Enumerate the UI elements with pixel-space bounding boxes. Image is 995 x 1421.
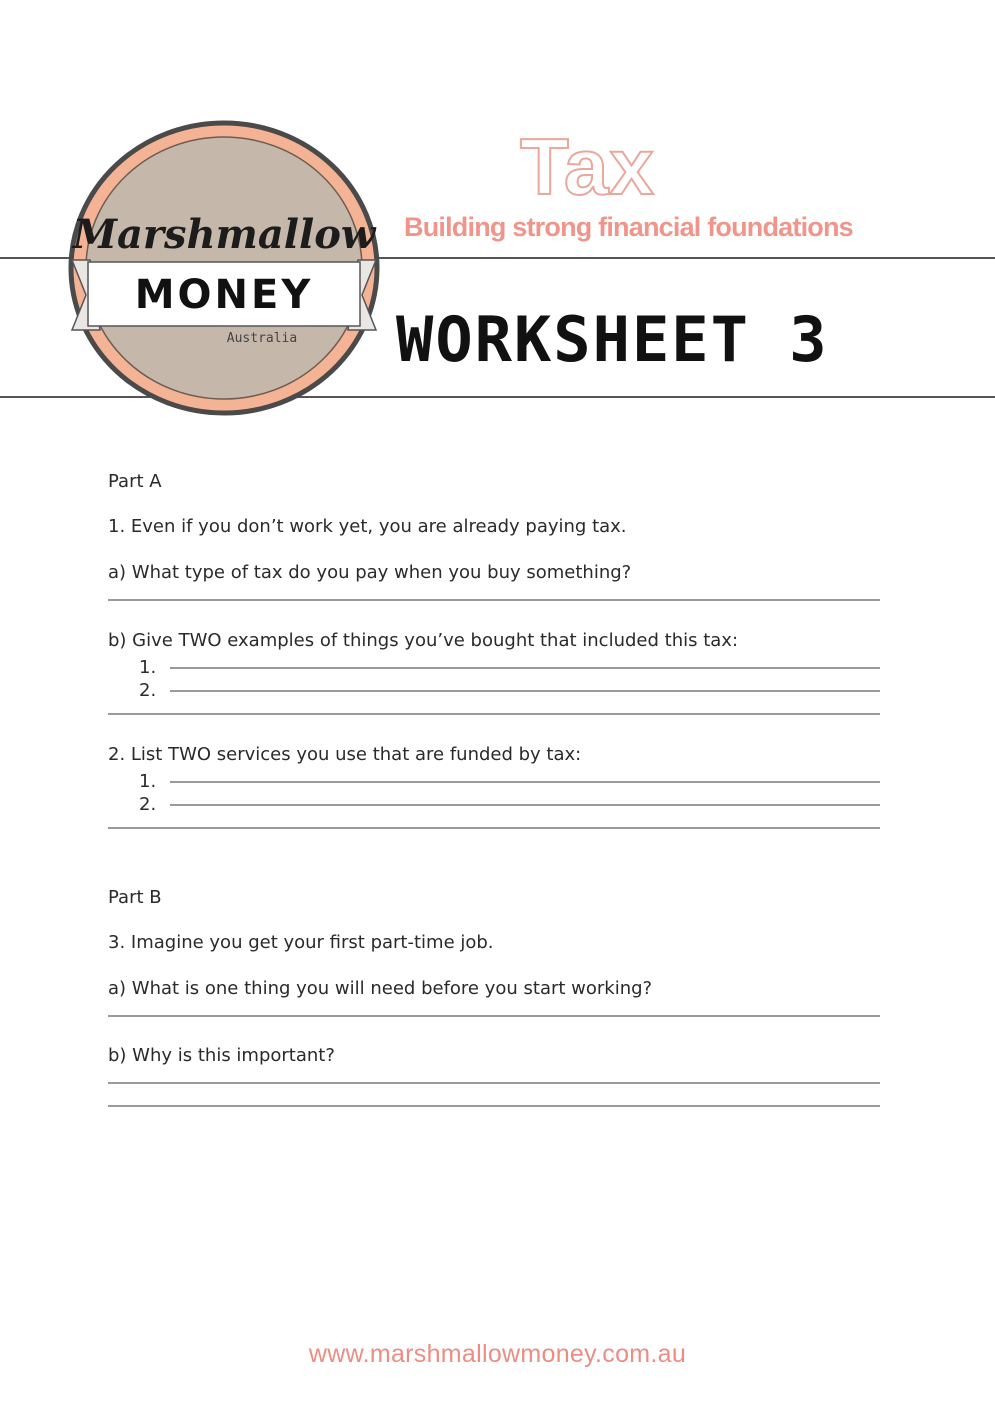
answer-line[interactable] bbox=[170, 781, 880, 783]
list-number: 2. bbox=[139, 680, 157, 701]
list-number: 1. bbox=[139, 771, 157, 792]
answer-line[interactable] bbox=[108, 1082, 880, 1084]
answer-line[interactable] bbox=[170, 804, 880, 806]
answer-line[interactable] bbox=[108, 713, 880, 715]
question-1a: a) What type of tax do you pay when you buy something? bbox=[108, 562, 632, 583]
logo-script-text: Marshmallow bbox=[72, 211, 376, 258]
logo-country-text: Australia bbox=[226, 331, 298, 346]
answer-line[interactable] bbox=[108, 1015, 880, 1017]
part-b-heading: Part B bbox=[108, 887, 162, 908]
answer-line[interactable] bbox=[108, 827, 880, 829]
question-3a: a) What is one thing you will need before you start working? bbox=[108, 978, 653, 999]
logo-banner-text: MONEY bbox=[134, 272, 314, 318]
list-number: 2. bbox=[139, 794, 157, 815]
answer-line[interactable] bbox=[108, 1105, 880, 1107]
answer-line[interactable] bbox=[108, 599, 880, 601]
answer-line[interactable] bbox=[170, 690, 880, 692]
topic-title: Tax bbox=[520, 122, 655, 211]
marshmallow-money-logo bbox=[68, 120, 380, 416]
question-2: 2. List TWO services you use that are funded by tax: bbox=[108, 744, 582, 765]
question-1b: b) Give TWO examples of things you’ve bought that included this tax: bbox=[108, 630, 739, 651]
part-a-heading: Part A bbox=[108, 471, 162, 492]
subtitle: Building strong financial foundations bbox=[404, 212, 853, 242]
worksheet-label: WORKSHEET 3 bbox=[396, 303, 829, 376]
question-1-intro: 1. Even if you don’t work yet, you are already paying tax. bbox=[108, 516, 627, 537]
question-3-intro: 3. Imagine you get your first part-time job. bbox=[108, 932, 494, 953]
question-3b: b) Why is this important? bbox=[108, 1045, 335, 1066]
answer-line[interactable] bbox=[170, 667, 880, 669]
footer-url[interactable]: www.marshmallowmoney.com.au bbox=[308, 1340, 687, 1368]
list-number: 1. bbox=[139, 657, 157, 678]
